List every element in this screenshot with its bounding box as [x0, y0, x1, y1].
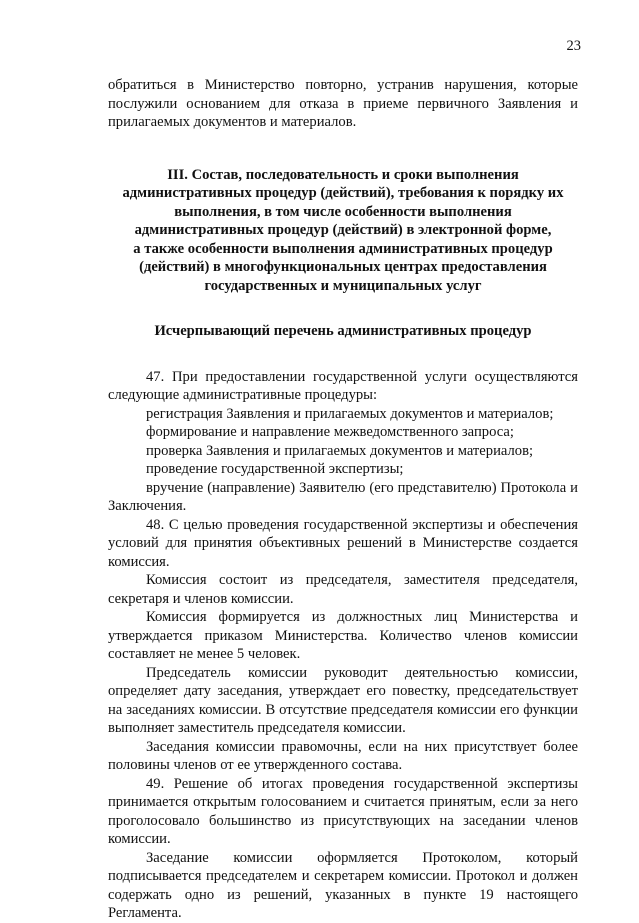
procedure-item: регистрация Заявления и прилагаемых документов и материалов;	[146, 405, 554, 422]
procedure-item: формирование и направление межведомственного запроса;	[146, 424, 514, 440]
chairman-paragraph: Председатель комиссии руководит деятельностью комиссии, определяет дату заседания, утверждает его повестку, председательствует на заседаниях комиссии. В отсутствие председателя комиссии его функции выполняет заместитель председателя комиссии.	[108, 664, 578, 736]
procedure-item: проверка Заявления и прилагаемых документов и материалов;	[146, 442, 534, 459]
section-title-line: (действий) в многофункциональных центрах предоставления	[139, 259, 547, 275]
commission-composition-paragraph: Комиссия состоит из председателя, заместителя председателя, секретаря и членов комиссии.	[108, 572, 578, 607]
paragraph-47: 47. При предоставлении государственной услуги осуществляются следующие административные процедуры:	[108, 368, 578, 403]
subsection-title: Исчерпывающий перечень административных процедур	[154, 323, 532, 339]
page-number: 23	[566, 38, 581, 54]
procedure-item: вручение (направление) Заявителю (его представителю) Протокола и Заключения.	[108, 479, 578, 514]
procedure-item: проведение государственной экспертизы;	[146, 461, 404, 477]
section-title-line: выполнения, в том числе особенности выполнения	[174, 203, 512, 220]
section-title-line: административных процедур (действий), требования к порядку их	[122, 185, 564, 201]
intro-paragraph: обратиться в Министерство повторно, устранив нарушения, которые послужили основанием для отказа в приеме первичного Заявления и прилагаемых документов и материалов.	[108, 77, 578, 130]
section-title-line: III. Состав, последовательность и сроки выполнения	[167, 166, 519, 183]
section-title-line: а также особенности выполнения административных процедур	[133, 240, 553, 257]
commission-formation-paragraph: Комиссия формируется из должностных лиц Министерства и утверждается приказом Министерства. Количество членов комиссии составляет не менее 5 человек.	[108, 609, 578, 662]
section-title-line: административных процедур (действий) в электронной форме,	[134, 222, 552, 238]
page-content	[108, 76, 578, 923]
quorum-paragraph: Заседания комиссии правомочны, если на них присутствует более половины членов от ее утвержденного состава.	[108, 738, 578, 773]
section-title	[108, 166, 578, 296]
paragraph-48: 48. С целью проведения государственной экспертизы и обеспечения условий для принятия объективных решений в Министерстве создается комиссия.	[108, 516, 578, 570]
section-title-line: государственных и муниципальных услуг	[204, 277, 482, 294]
paragraph-49: 49. Решение об итогах проведения государственной экспертизы принимается открытым голосованием и считается принятым, если за него проголосовало большинство из присутствующих на заседании членов комиссии.	[108, 775, 578, 847]
protocol-paragraph: Заседание комиссии оформляется Протоколом, который подписывается председателем и секретарем комиссии. Протокол и должен содержать одно из решений, указанных в пункте 19 настоящего Регламента.	[108, 849, 578, 921]
